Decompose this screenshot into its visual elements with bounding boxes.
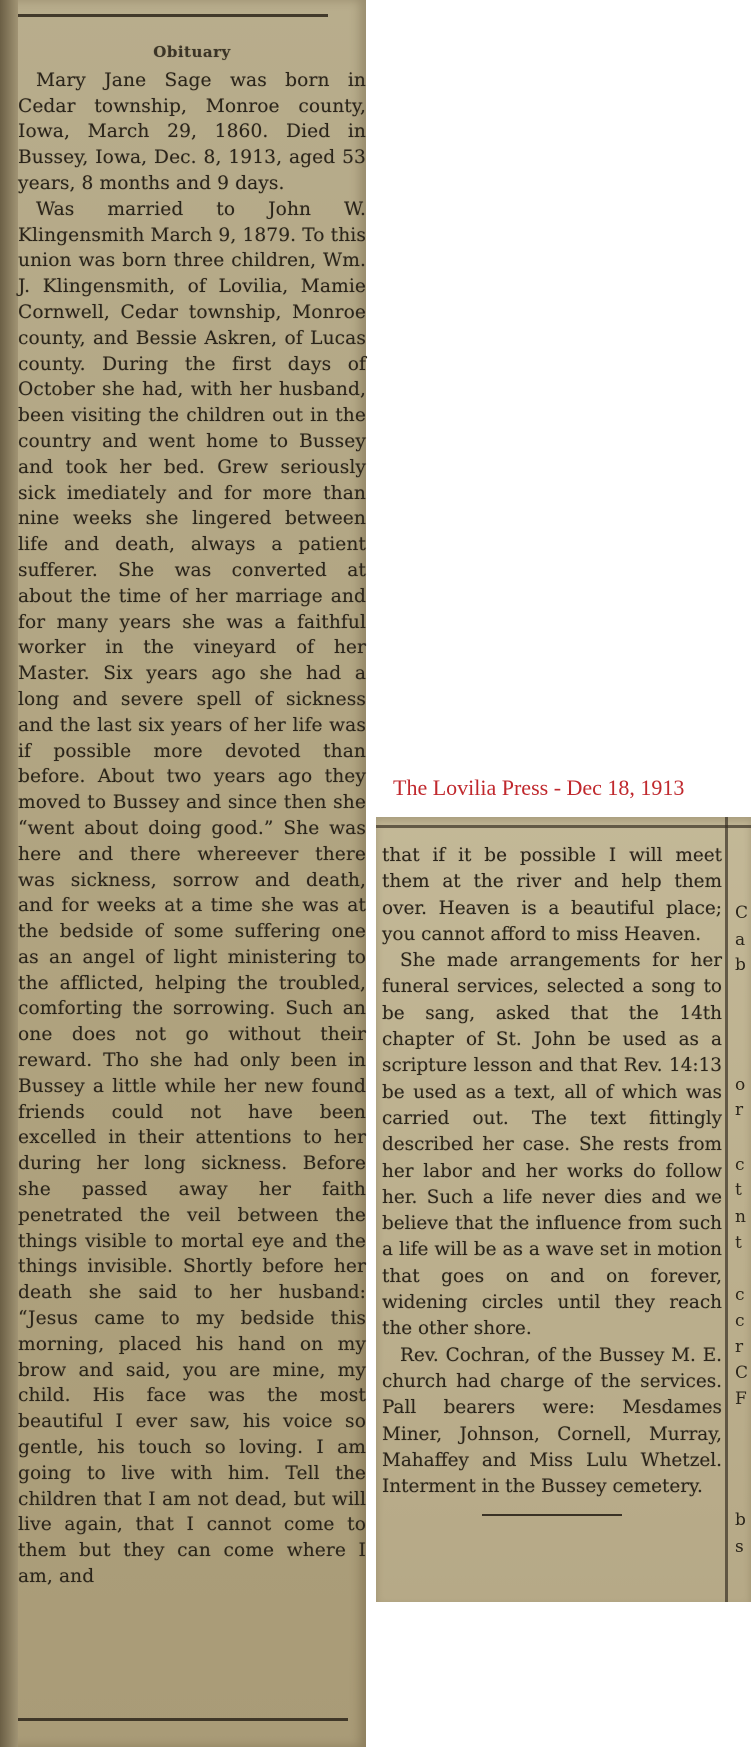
fragment-letter: t bbox=[735, 1180, 742, 1200]
bottom-column-rule bbox=[18, 1718, 348, 1721]
obituary-paragraph: Mary Jane Sage was born in Cedar township, Monroe county, Iowa, March 29, 1860. Died in Bussey, Iowa, Dec. 8, 1913, aged 53 years, 8 months and 9 days. bbox=[18, 69, 366, 194]
obituary-paragraph: that if it be possible I will meet them at the river and help them over. Heaven is a beautiful place; you cannot afford to miss Heaven. bbox=[382, 845, 722, 945]
fragment-letter: c bbox=[735, 1311, 745, 1331]
fragment-letter: o bbox=[735, 1075, 746, 1095]
page-edge-shadow bbox=[0, 0, 18, 1747]
newspaper-source-caption: The Lovilia Press - Dec 18, 1913 bbox=[393, 775, 685, 800]
obituary-paragraph: Was married to John W. Klingensmith March 9, 1879. To this union was born three children, Wm. J. Klingensmith, of Lovilia, Mamie Cornwell, Cedar township, Monroe county, and Bessie Askren, of Lucas county. During the first days of October she had, with her husband, been visiting the children out in the country and went home to Bussey and took her bed. Grew seriously sick imediately and for more than nine weeks she lingered between life and death, always a patient sufferer. She was converted at about the time of her marriage and for many years she was a faithful worker in the vineyard of her Master. Six years ago she had a long and severe spell of sickness and the last six years of her life was if possible more devoted than before. About two years ago they moved to Bussey and since then she “went about doing good.” She was here and there whereever there was sickness, sorrow and death, and for weeks at a time she was at the bedside of some suffering one as an angel of light ministering to the afflicted, helping the troubled, comforting the sorrowing. Such an one does not go without their reward. Tho she had only been in Bussey a little while her new found friends could not have been excelled in their attentions to her during her long sickness. Before she passed away her faith penetrated the veil between the things visible to mortal eye and the things invisible. Shortly before her death she said to her husband: “Jesus came to my bedside this morning, placed his hand on my brow and said, you are mine, my child. His face was the most beautiful I ever saw, his voice so gentle, his touch so loving. I am going to live with him. Tell the children that I am not dead, but will live again, that I cannot come to them but they can come where I am, and bbox=[18, 198, 366, 1588]
fragment-letter: r bbox=[735, 1337, 744, 1357]
obituary-column-one bbox=[18, 40, 366, 1590]
column-divider-rule bbox=[725, 817, 728, 1602]
fragment-letter: c bbox=[735, 1155, 745, 1175]
fragment-letter: s bbox=[735, 1537, 744, 1557]
obituary-column-two bbox=[382, 843, 722, 1516]
fragment-letter: n bbox=[735, 1207, 746, 1227]
obituary-clipping-part-one bbox=[0, 0, 366, 1747]
top-column-rule bbox=[376, 825, 751, 828]
fragment-letter: c bbox=[735, 1285, 745, 1305]
obituary-clipping-part-two bbox=[376, 817, 751, 1602]
fragment-letter: C bbox=[735, 1363, 749, 1383]
obituary-paragraph: She made arrangements for her funeral services, selected a song to be sang, asked that the 14th chapter of St. John be used as a scripture lesson and that Rev. 14:13 be used as a text, all of which was carried out. The text fittingly described her case. She rests from her labor and her works do follow her. Such a life never dies and we believe that the influence from such a life will be as a wave set in motion that goes on and on forever, widening circles until they reach the other shore. bbox=[382, 950, 722, 1340]
fragment-letter: r bbox=[735, 1100, 744, 1120]
fragment-letter: F bbox=[735, 1389, 747, 1409]
fragment-letter: C bbox=[735, 903, 749, 923]
obituary-heading: Obituary bbox=[153, 43, 231, 61]
fragment-letter: b bbox=[735, 1510, 746, 1530]
obituary-paragraph: Rev. Cochran, of the Bussey M. E. church had charge of the services. Pall bearers were: Mesdames Miner, Johnson, Cornell, Murray, Mahaffey and Miss Lulu Whetzel. Interment in the Bussey cemetery. bbox=[382, 1344, 722, 1498]
fragment-letter: t bbox=[735, 1233, 742, 1253]
end-of-article-rule bbox=[482, 1514, 622, 1516]
fragment-letter: a bbox=[735, 930, 746, 950]
top-column-rule bbox=[18, 14, 328, 17]
fragment-letter: b bbox=[735, 955, 746, 975]
